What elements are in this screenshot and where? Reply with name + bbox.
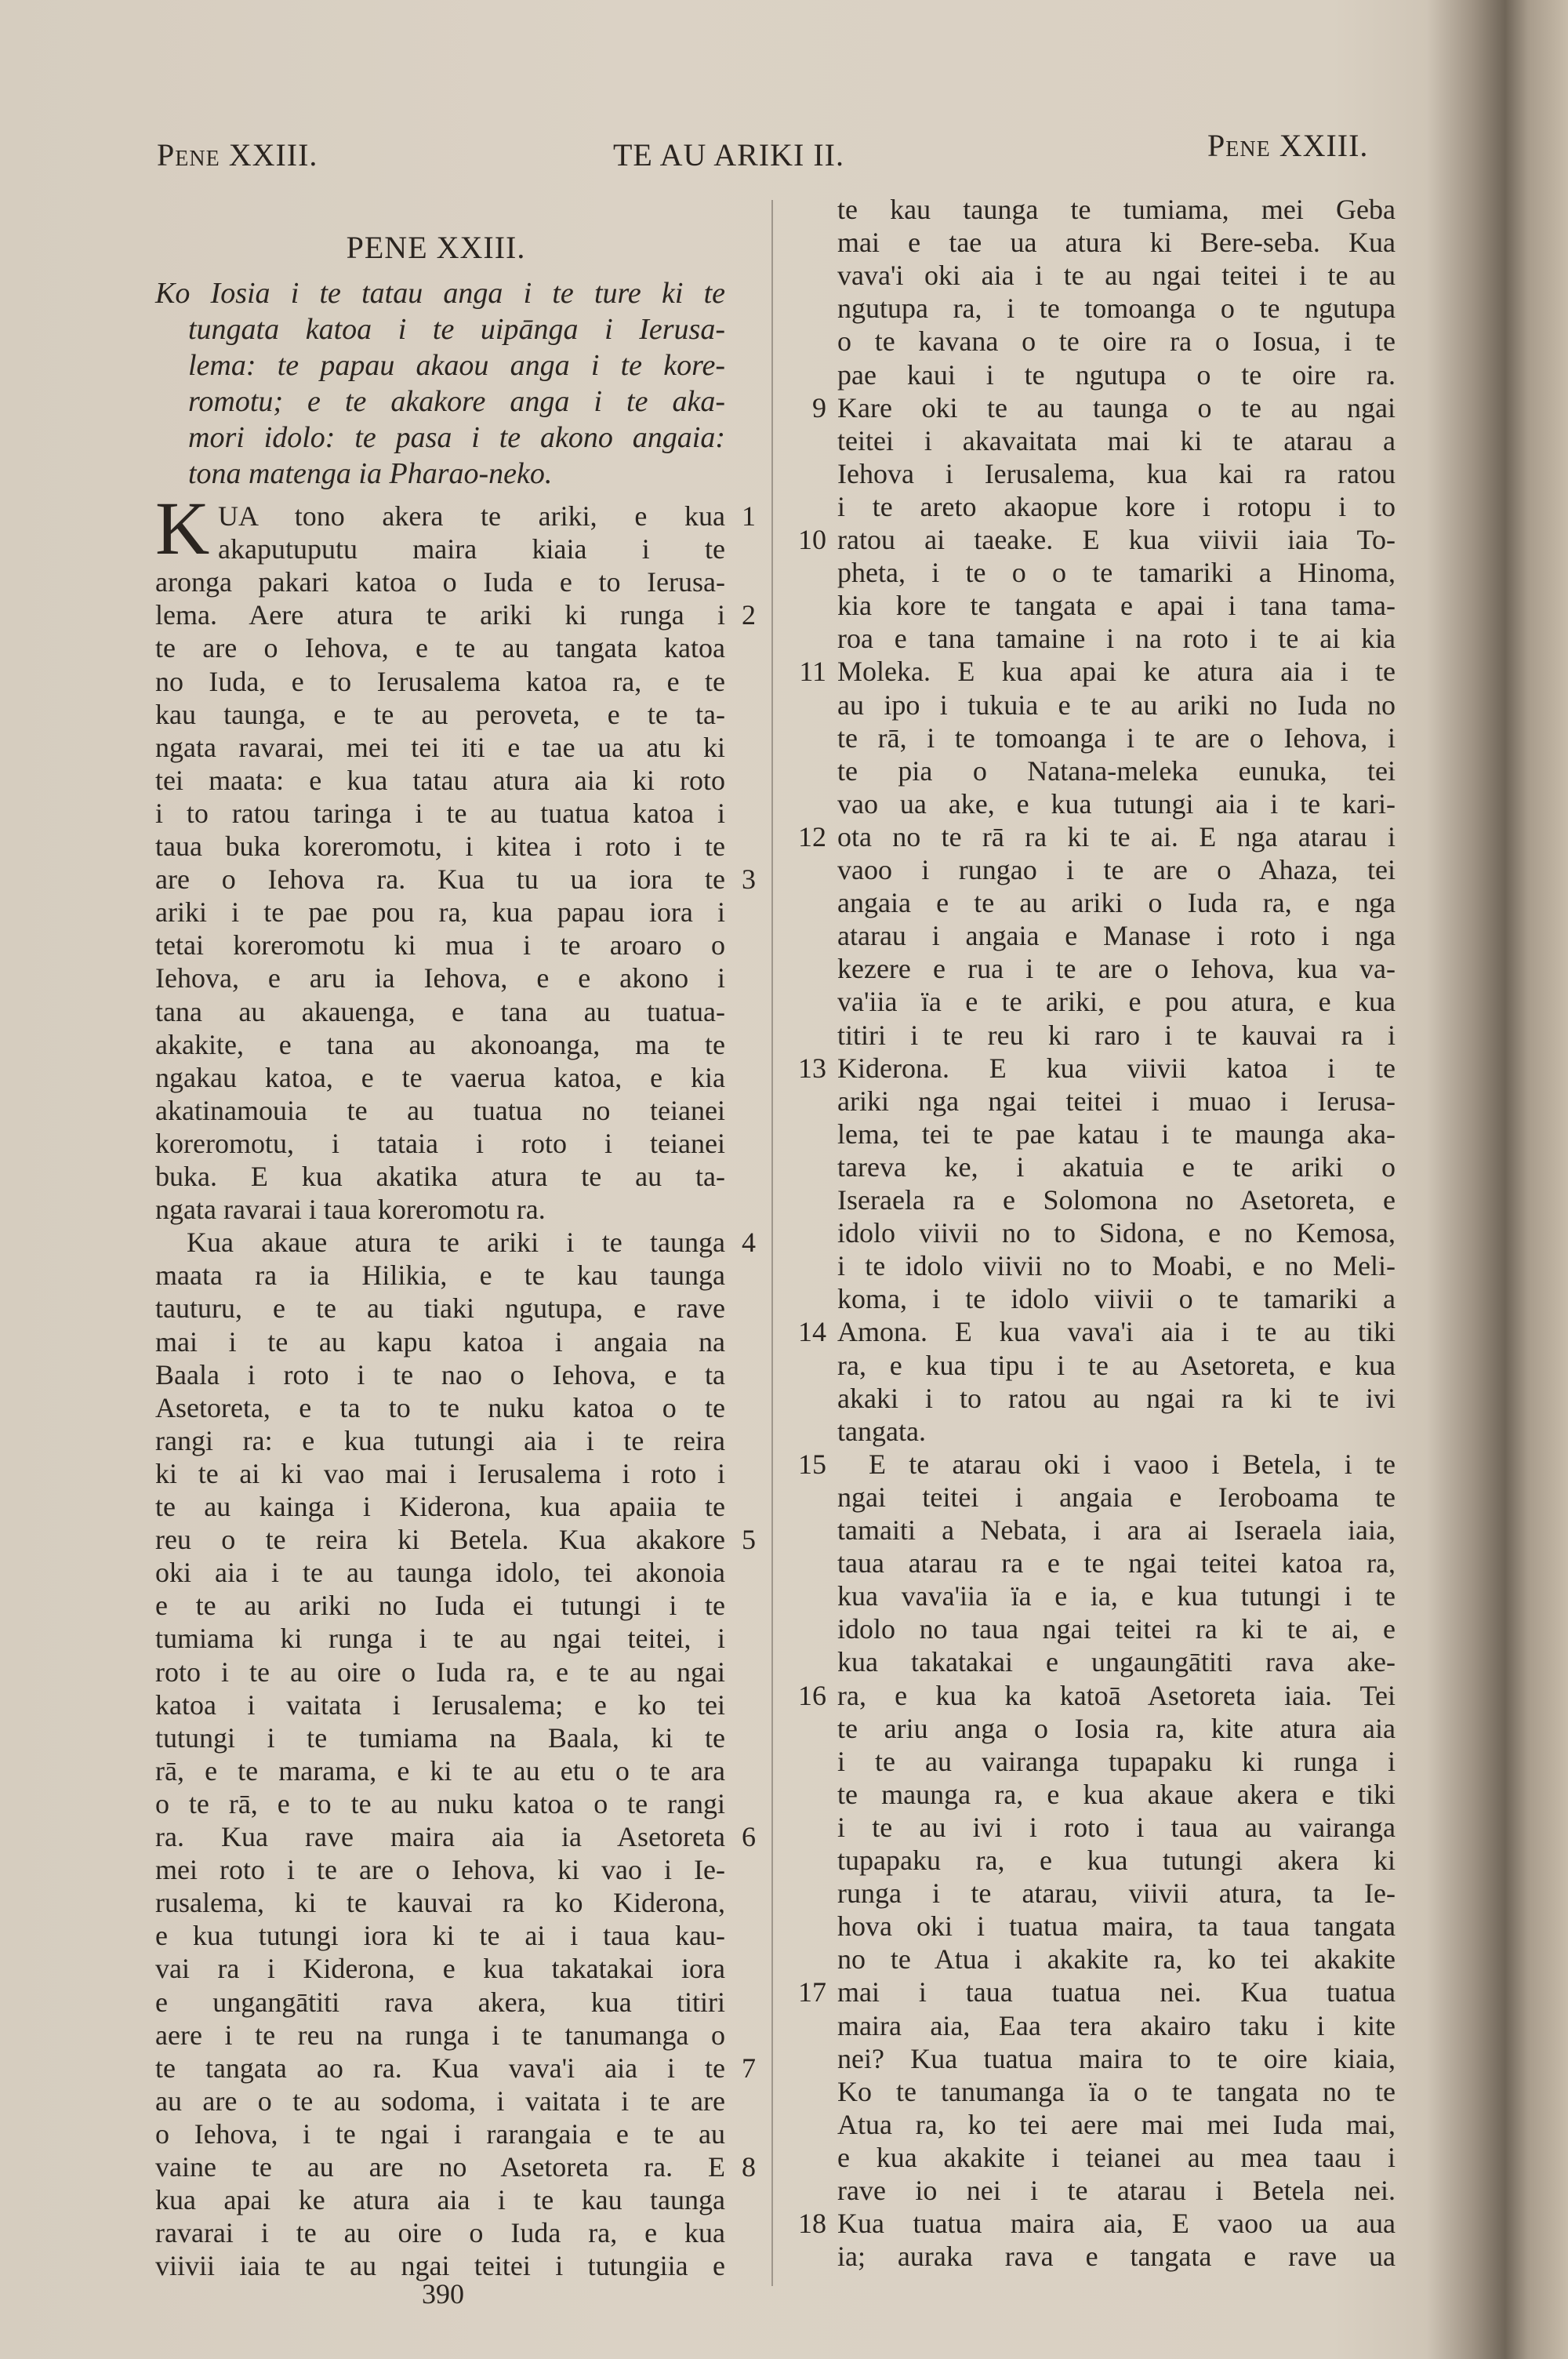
text-line: koma, i te idolo viivii o te tamariki a: [837, 1283, 1396, 1315]
header-left-cap: P: [157, 137, 176, 173]
text-line: rangi ra: e kua tutungi aia i te reira: [155, 1424, 725, 1456]
text-line: aere i te reu na runga i te tanumanga o: [155, 2019, 725, 2051]
text-line: ngutupa ra, i te tomoanga o te ngutupa: [837, 293, 1396, 325]
text-line: viivii iaia te au ngai teitei i tutungiia e: [155, 2250, 725, 2282]
text-line: pheta, i te o o te tamariki a Hinoma,: [837, 557, 1396, 589]
text-line: atarau i angaia e Manase i roto i nga: [837, 920, 1396, 952]
text-line: akaputuputu maira kiaia i te: [218, 533, 725, 565]
text-line: idolo no taua ngai teitei ra ki te ai, e: [837, 1613, 1396, 1645]
text-line: ngakau katoa, e te vaerua katoa, e kia: [155, 1061, 725, 1093]
text-line: ki te ai ki vao mai i Ierusalema i roto i: [155, 1457, 725, 1489]
text-line: oki aia i te au taunga idolo, tei akonoia: [155, 1557, 725, 1589]
running-header-title: TE AU ARIKI II.: [613, 137, 844, 173]
verse-number: 17: [798, 1976, 826, 2008]
verse-number: 12: [798, 820, 826, 852]
text-line: reu o te reira ki Betela. Kua akakore: [155, 1524, 725, 1556]
verse-number: 3: [742, 863, 756, 896]
text-line: pae kaui i te ngutupa o te oire ra.: [837, 358, 1396, 391]
text-line: vaine te au are no Asetoreta ra. E: [155, 2151, 725, 2183]
text-line: te maunga ra, e kua akaue akera e tiki: [837, 1778, 1396, 1810]
verse-number: 7: [742, 2052, 756, 2084]
text-line: e te au ariki no Iuda ei tutungi i te: [155, 1590, 725, 1622]
text-line: va'iia ïa e te ariki, e pou atura, e kua: [837, 986, 1396, 1018]
text-line: e kua tutungi iora ki te ai i taua kau-: [155, 1920, 725, 1952]
header-right-cap: P: [1207, 128, 1226, 163]
text-line: tutungi i te tumiama na Baala, ki te: [155, 1721, 725, 1754]
text-line: au are o te au sodoma, i vaitata i te are: [155, 2085, 725, 2117]
text-line: tetai koreromotu ki mua i te aroaro o: [155, 929, 725, 961]
text-line: katoa i vaitata i Ierusalema; e ko tei: [155, 1688, 725, 1721]
text-line: akaki i to ratou au ngai ra ki te ivi: [837, 1382, 1396, 1414]
text-line: Asetoreta, e ta to te nuku katoa o te: [155, 1391, 725, 1423]
text-line: ngata ravarai i taua koreromotu ra.: [155, 1194, 546, 1226]
text-line: Kua tuatua maira aia, E vaoo ua aua: [837, 2208, 1396, 2240]
verse-number: 4: [742, 1227, 756, 1259]
text-line: ra, e kua ka katoā Asetoreta iaia. Tei: [837, 1679, 1396, 1711]
verse-number: 14: [798, 1316, 826, 1348]
text-line: mai i te au kapu katoa i angaia na: [155, 1325, 725, 1358]
text-line: tupapaku ra, e kua tutungi akera ki: [837, 1845, 1396, 1876]
text-line: e ungangātiti rava akera, kua titiri: [155, 1986, 725, 2018]
text-line: tamaiti a Nebata, i ara ai Iseraela iaia,: [837, 1514, 1396, 1546]
text-line: ra, e kua tipu i te au Asetoreta, e kua: [837, 1349, 1396, 1381]
text-line: vai ra i Kiderona, e kua takatakai iora: [155, 1953, 725, 1985]
text-line: ota no te rā ra ki te ai. E nga atarau i: [837, 820, 1396, 852]
column-divider: [771, 200, 773, 2286]
text-line: tauturu, e te au tiaki ngutupa, e rave: [155, 1292, 725, 1325]
text-line: ngai teitei i angaia e Ieroboama te: [837, 1481, 1396, 1513]
text-line: teitei i akavaitata mai ki te atarau a: [837, 424, 1396, 456]
running-header-right: [1207, 130, 1368, 165]
text-line: rā, e te marama, e ki te au etu o te ara: [155, 1754, 725, 1787]
text-line: Baala i roto i te nao o Iehova, e ta: [155, 1358, 725, 1390]
running-header-left: [157, 137, 318, 175]
verse-number: 8: [742, 2151, 756, 2183]
text-line: vao ua ake, e kua tutungi aia i te kari-: [837, 787, 1396, 820]
text-line: kezere e rua i te are o Iehova, kua va-: [837, 953, 1396, 985]
text-line: e kua akakite i teianei au mea taau i: [837, 2141, 1396, 2173]
text-line: runga i te atarau, viivii atura, ta Ie-: [837, 1877, 1396, 1910]
text-line: Ko te tanumanga ïa o te tangata no te: [837, 2075, 1396, 2107]
text-line: i te areto akaopue kore i rotopu i to: [837, 490, 1396, 522]
header-left-rest: ENE: [175, 147, 220, 171]
text-line: te are o Iehova, e te au tangata katoa: [155, 632, 725, 664]
text-line: UA tono akera te ariki, e kua: [218, 500, 725, 532]
text-line: au ipo i tukuia e te au ariki no Iuda no: [837, 689, 1396, 721]
text-line: no te Atua i akakite ra, ko tei akakite: [837, 1943, 1396, 1976]
text-line: titiri i te reu ki raro i te kauvai ra i: [837, 1019, 1396, 1051]
verse-number: 10: [798, 524, 826, 555]
text-line: ia; auraka rava e tangata e rave ua: [837, 2241, 1396, 2273]
text-line: aronga pakari katoa o Iuda e to Ierusa-: [155, 566, 725, 598]
verse-number: 6: [742, 1821, 756, 1852]
header-left-chapter: XXIII.: [228, 137, 318, 173]
text-line: tangata.: [837, 1415, 926, 1447]
text-line: te rā, i te tomoanga i te are o Iehova, i: [837, 722, 1396, 754]
text-line: Amona. E kua vava'i aia i te au tiki: [837, 1316, 1396, 1348]
text-line: angaia e te au ariki o Iuda ra, e nga: [837, 887, 1396, 919]
text-line: maira aia, Eaa tera akairo taku i kite: [837, 2009, 1396, 2041]
text-line: o te kavana o te oire ra o Iosua, i te: [837, 325, 1396, 358]
text-line: lema, tei te pae katau i te maunga aka-: [837, 1118, 1396, 1150]
text-line: tei maata: e kua tatau atura aia ki roto: [155, 764, 725, 796]
text-line: ra. Kua rave maira aia ia Asetoreta: [155, 1821, 725, 1852]
text-line: te ariu anga o Iosia ra, kite atura aia: [837, 1712, 1396, 1744]
text-line: Atua ra, ko tei aere mai mei Iuda mai,: [837, 2108, 1396, 2140]
text-line: te pia o Natana-meleka eunuka, tei: [837, 754, 1396, 787]
text-line: i te au ivi i roto i taua au vairanga: [837, 1811, 1396, 1843]
text-line: akatinamouia te au tuatua no teianei: [155, 1094, 725, 1126]
text-line: buka. E kua akatika atura te au ta-: [155, 1161, 725, 1192]
text-line: Kiderona. E kua viivii katoa i te: [837, 1052, 1396, 1084]
text-line: ariki i te pae pou ra, kua papau iora i: [155, 896, 725, 929]
verse-number: 15: [798, 1448, 826, 1480]
text-line: o te rā, e to te au nuku katoa o te rangi: [155, 1787, 725, 1819]
page-number: 390: [422, 2278, 464, 2310]
text-line: koreromotu, i tataia i roto i teianei: [155, 1127, 725, 1159]
text-line: mai e tae ua atura ki Bere-seba. Kua: [837, 227, 1396, 259]
text-line: tareva ke, i akatuia e te ariki o: [837, 1150, 1396, 1183]
text-line: are o Iehova ra. Kua tu ua iora te: [155, 863, 725, 896]
verse-number: 2: [742, 599, 756, 631]
text-line: Kare oki te au taunga o te au ngai: [837, 391, 1396, 423]
text-line: roto i te au oire o Iuda ra, e te au ngai: [155, 1656, 725, 1688]
summary-line: tona matenga ia Pharao-neko.: [188, 457, 553, 490]
text-line: idolo viivii no to Sidona, e no Kemosa,: [837, 1217, 1396, 1249]
text-line: kua apai ke atura aia i te kau taunga: [155, 2184, 725, 2216]
text-line: o Iehova, i te ngai i rarangaia e te au: [155, 2117, 725, 2150]
text-line: tumiama ki runga i te au ngai teitei, i: [155, 1623, 725, 1655]
summary-line: lema: te papau akaou anga i te kore-: [188, 349, 725, 382]
text-line: nei? Kua tuatua maira to te oire kiaia,: [837, 2042, 1396, 2074]
verse-number: 5: [742, 1524, 756, 1556]
text-line: taua atarau ra e te ngai teitei katoa ra,: [837, 1547, 1396, 1579]
text-line: lema. Aere atura te ariki ki runga i: [155, 599, 725, 631]
text-line: Iseraela ra e Solomona no Asetoreta, e: [837, 1184, 1396, 1216]
text-line: i te au vairanga tupapaku ki runga i: [837, 1745, 1396, 1777]
text-line: mai i taua tuatua nei. Kua tuatua: [837, 1976, 1396, 2008]
text-line: maata ra ia Hilikia, e te kau taunga: [155, 1259, 725, 1292]
verse-number: 13: [798, 1052, 826, 1084]
text-line: ratou ai taeake. E kua viivii iaia To-: [837, 524, 1396, 555]
text-line: kua takatakai e ungaungātiti rava ake-: [837, 1646, 1396, 1678]
text-line: te kau taunga te tumiama, mei Geba: [837, 194, 1396, 225]
text-line: ravarai i te au oire o Iuda ra, e kua: [155, 2217, 725, 2249]
text-line: vava'i oki aia i te au ngai teitei i te au: [837, 260, 1396, 292]
text-line: Iehova, e aru ia Iehova, e e akono i: [155, 962, 725, 994]
summary-line: romotu; e te akakore anga i te aka-: [188, 385, 725, 418]
text-line: E te atarau oki i vaoo i Betela, i te: [869, 1448, 1396, 1480]
verse-number: 16: [798, 1679, 826, 1711]
header-right-rest: ENE: [1225, 137, 1271, 162]
verse-number: 11: [799, 656, 826, 688]
text-line: kia kore te tangata e apai i tana tama-: [837, 590, 1396, 622]
text-line: roa e tana tamaine i na roto i te ai kia: [837, 623, 1396, 655]
text-line: taua buka koreromotu, i kitea i roto i te: [155, 831, 725, 862]
text-line: Kua akaue atura te ariki i te taunga: [187, 1227, 725, 1259]
text-line: te au kainga i Kiderona, kua apaiia te: [155, 1491, 725, 1522]
text-line: hova oki i tuatua maira, ta taua tangata: [837, 1910, 1396, 1943]
text-line: vaoo i rungao i te are o Ahaza, tei: [837, 854, 1396, 885]
verse-number: 9: [812, 391, 826, 423]
text-line: no Iuda, e to Ierusalema katoa ra, e te: [155, 665, 725, 697]
text-line: kau taunga, e te au peroveta, e te ta-: [155, 698, 725, 730]
verse-number: 18: [798, 2208, 826, 2240]
text-line: Iehova i Ierusalema, kua kai ra ratou: [837, 457, 1396, 489]
text-line: tana au akauenga, e tana au tuatua-: [155, 995, 725, 1027]
text-line: i to ratou taringa i te au tuatua katoa i: [155, 797, 725, 829]
text-line: ngata ravarai, mei tei iti e tae ua atu ki: [155, 731, 725, 763]
text-line: akakite, e tana au akonoanga, ma te: [155, 1028, 725, 1060]
text-line: rusalema, ki te kauvai ra ko Kiderona,: [155, 1887, 725, 1919]
text-line: ariki nga ngai teitei i muao i Ierusa-: [837, 1085, 1396, 1117]
text-line: te tangata ao ra. Kua vava'i aia i te: [155, 2052, 725, 2084]
text-line: mei roto i te are o Iehova, ki vao i Ie-: [155, 1854, 725, 1886]
summary-line: tungata katoa i te uipānga i Ierusa-: [188, 313, 725, 346]
text-line: Moleka. E kua apai ke atura aia i te: [837, 656, 1396, 688]
text-line: kua vava'iia ïa e ia, e kua tutungi i te: [837, 1580, 1396, 1612]
drop-cap: K: [155, 486, 210, 570]
chapter-title: PENE XXIII.: [346, 230, 526, 265]
header-right-chapter: XXIII.: [1279, 128, 1369, 163]
text-line: i te idolo viivii no to Moabi, e no Meli-: [837, 1250, 1396, 1282]
text-line: rave io nei i te atarau i Betela nei.: [837, 2175, 1396, 2206]
verse-number: 1: [742, 500, 756, 532]
summary-line: mori idolo: te pasa i te akono angaia:: [188, 421, 725, 454]
summary-line: Ko Iosia i te tatau anga i te ture ki te: [155, 277, 725, 310]
